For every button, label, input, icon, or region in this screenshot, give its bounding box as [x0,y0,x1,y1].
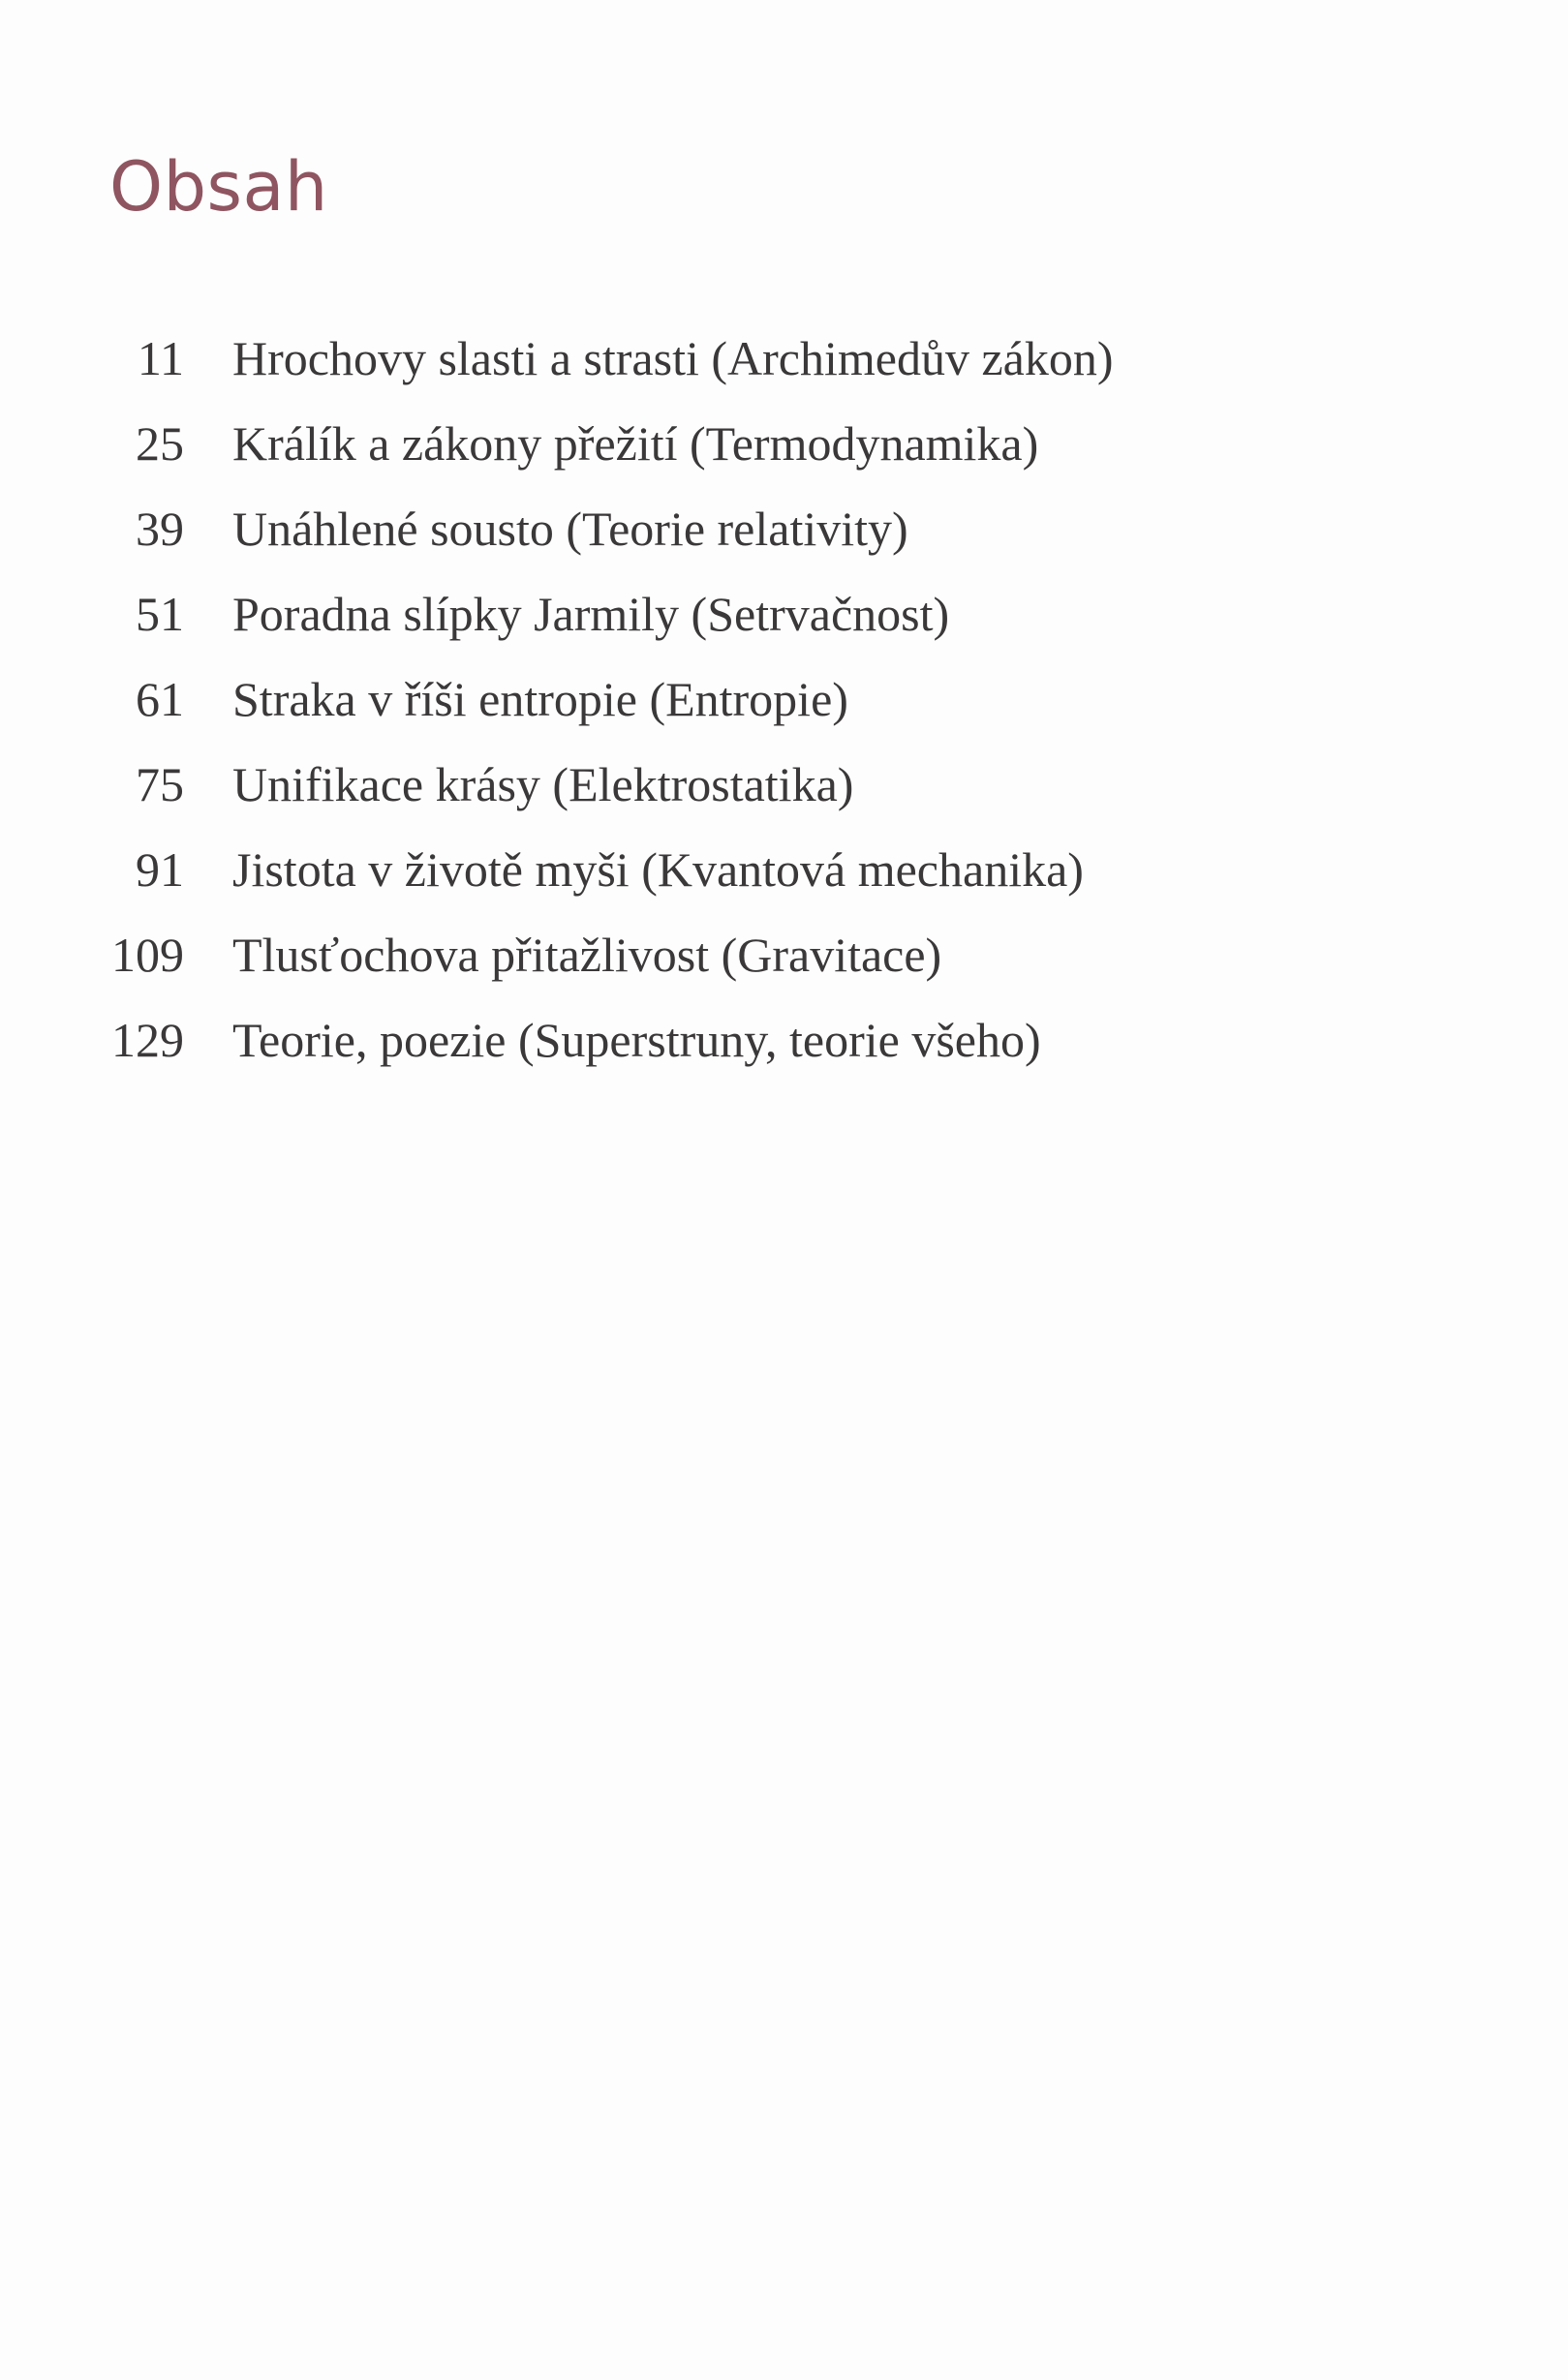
toc-entry [0,916,1356,1001]
toc-page-number: 11 [137,331,184,385]
toc-entry [0,405,1356,490]
toc-page-number: 109 [111,928,184,982]
toc-entry [0,575,1356,660]
toc-page-number: 51 [136,587,184,641]
toc-page-number: 25 [136,416,184,471]
toc-page-number: 129 [111,1013,184,1067]
toc-chapter-title: Unáhlené sousto (Teorie relativity) [232,502,908,556]
toc-entry [0,746,1356,831]
toc-chapter-title: Jistota v životě myši (Kvantová mechanika) [232,842,1084,897]
toc-chapter-title: Unifikace krásy (Elektrostatika) [232,757,854,811]
toc-page-number: 75 [136,757,184,811]
toc-chapter-title: Straka v říši entropie (Entropie) [232,672,848,726]
toc-chapter-title: Králík a zákony přežití (Termodynamika) [232,416,1039,471]
toc-chapter-title: Poradna slípky Jarmily (Setrvačnost) [232,587,950,641]
toc-entry [0,320,1356,405]
toc-page-number: 61 [136,672,184,726]
page-title: Obsah [109,147,328,227]
toc-entry [0,490,1356,575]
toc-page-number: 39 [136,502,184,556]
toc-entry [0,660,1356,746]
toc-chapter-title: Tlusťochova přitažlivost (Gravitace) [232,928,942,982]
toc-chapter-title: Hrochovy slasti a strasti (Archimedův zákon) [232,331,1114,385]
toc-chapter-title: Teorie, poezie (Superstruny, teorie všeho) [232,1013,1041,1067]
table-of-contents [0,320,1356,1086]
toc-page-number: 91 [136,842,184,897]
toc-entry [0,1001,1356,1086]
toc-entry [0,831,1356,916]
